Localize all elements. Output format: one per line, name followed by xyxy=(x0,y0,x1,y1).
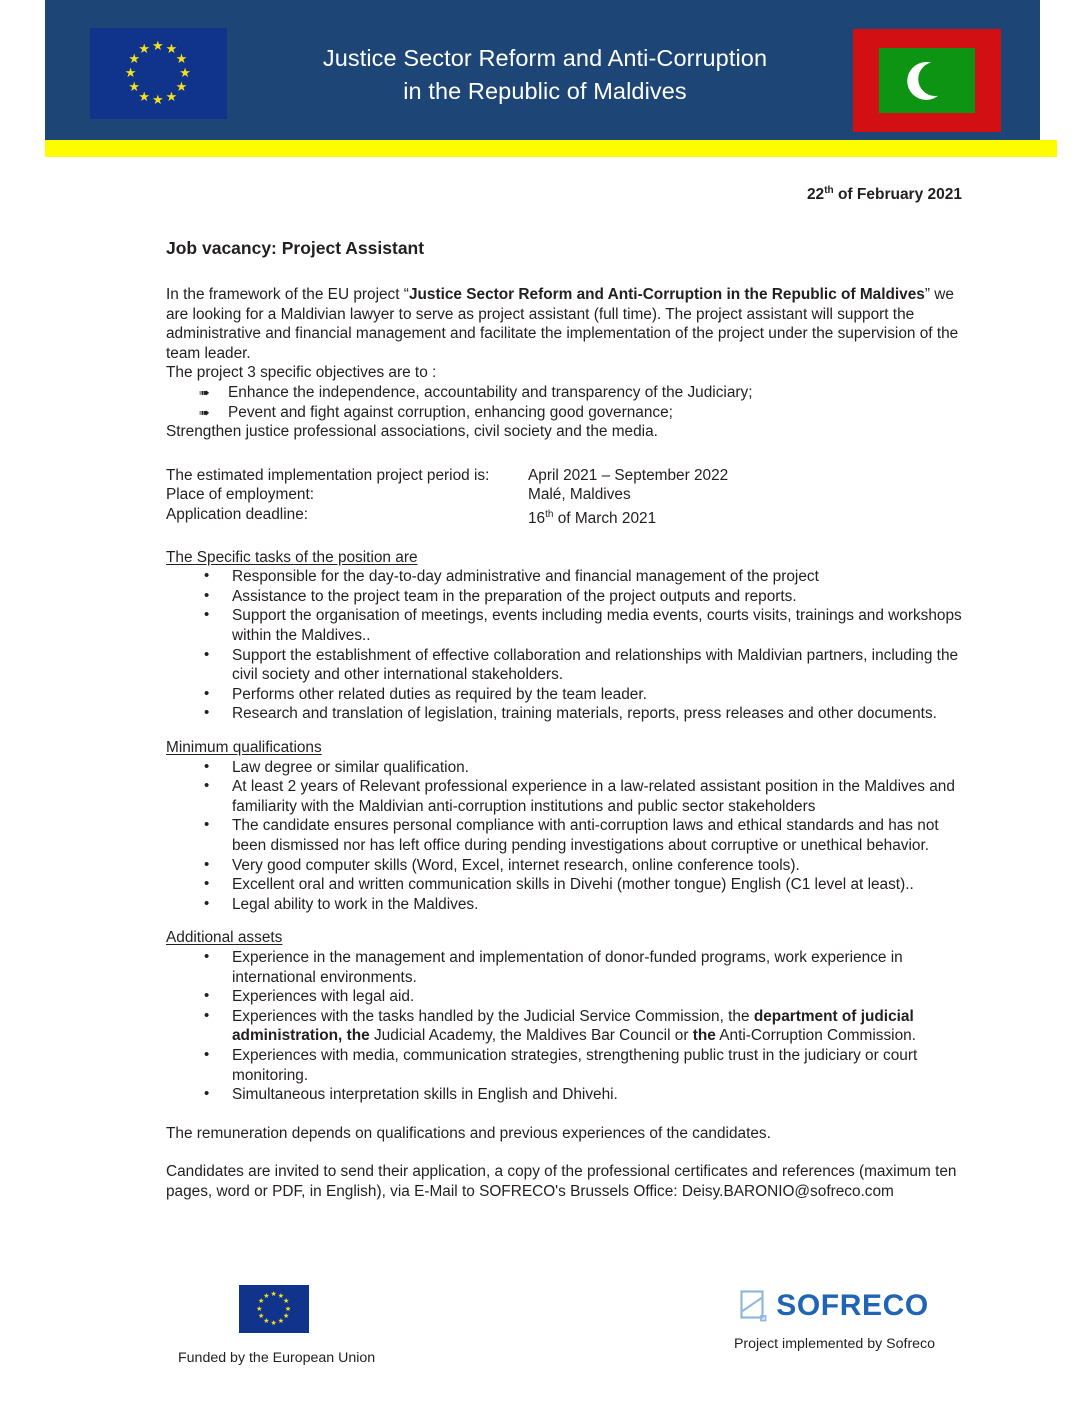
additional-assets-list xyxy=(166,948,962,1105)
eu-star-icon: ★ xyxy=(258,1311,265,1320)
asset-text: Simultaneous interpretation skills in English and Dhivehi. xyxy=(232,1086,618,1104)
list-item xyxy=(166,685,962,705)
asset-seg-3: Judicial Academy, the Maldives Bar Council or xyxy=(369,1027,693,1045)
intro-part-1: In the framework of the EU project “ xyxy=(166,286,409,303)
dot-bullet-icon: • xyxy=(204,606,210,624)
additional-assets-heading: Additional assets xyxy=(166,929,283,947)
maldives-flag-field xyxy=(879,48,975,113)
dot-bullet-icon: • xyxy=(204,947,210,965)
detail-value: April 2021 – September 2022 xyxy=(528,466,729,484)
eu-star-icon: ★ xyxy=(263,1292,270,1301)
deadline-day: 16 xyxy=(528,510,546,528)
eu-star-icon: ★ xyxy=(282,1311,290,1320)
asset-text: Experiences with media, communication strategies, strengthening public trust in the judiciary or court monitoring. xyxy=(232,1046,918,1084)
eu-star-icon: ★ xyxy=(124,66,137,81)
objectives-trailing: Strengthen justice professional associations, civil society and the media. xyxy=(166,423,658,441)
detail-label: Application deadline: xyxy=(166,505,309,523)
qualification-text: Law degree or similar qualification. xyxy=(232,758,469,776)
sofreco-logo xyxy=(712,1290,957,1322)
dot-bullet-icon: • xyxy=(204,645,210,663)
european-union-flag xyxy=(239,1285,309,1333)
task-text: Assistance to the project team in the preparation of the project outputs and reports. xyxy=(232,587,797,605)
list-item xyxy=(166,567,962,587)
task-text: Research and translation of legislation, training materials, reports, press releases and other documents. xyxy=(232,705,937,723)
task-text: Support the establishment of effective collaboration and relationships with Maldivian partners, including the civil society and other international stakeholders. xyxy=(232,646,959,684)
eu-star-icon: ★ xyxy=(263,1316,270,1325)
eu-star-icon: ★ xyxy=(165,42,178,58)
banner-yellow-stripe xyxy=(45,140,1057,157)
dot-bullet-icon: • xyxy=(204,1006,210,1024)
tasks-list xyxy=(166,567,962,724)
eu-star-icon: ★ xyxy=(128,52,140,68)
objective-text: Pevent and fight against corruption, enhancing good governance; xyxy=(228,403,673,421)
minimum-qualifications-heading: Minimum qualifications xyxy=(166,739,322,756)
date-month-year: of February 2021 xyxy=(833,186,962,204)
header-banner xyxy=(45,0,1040,140)
task-text: Responsible for the day-to-day administrative and financial management of the project xyxy=(232,568,819,586)
european-union-flag xyxy=(90,28,227,119)
qualification-text: Very good computer skills (Word, Excel, internet research, online conference tools). xyxy=(232,856,800,874)
intro-part-2: ” we are looking for a Maldivian lawyer to serve as project assistant (full time). The project assistant will support the administrative and financial management and facilitate the implementation of the project under the supervision of the team leader. xyxy=(166,286,959,362)
asset-seg-2-bold: department of judicial administration, the xyxy=(232,1007,914,1045)
deadline-ordinal-suffix: th xyxy=(545,508,554,520)
list-item xyxy=(166,758,962,778)
footer-sofreco-caption: Project implemented by Sofreco xyxy=(733,1336,936,1352)
detail-label: Place of employment: xyxy=(166,486,314,504)
task-text: Support the organisation of meetings, events including media events, courts visits, trainings and workshops within the Maldives.. xyxy=(232,607,962,645)
dot-bullet-icon: • xyxy=(204,1085,210,1103)
detail-value: Malé, Maldives xyxy=(528,486,631,504)
list-item xyxy=(166,816,962,855)
list-item xyxy=(166,1046,962,1085)
eu-star-icon: ★ xyxy=(165,89,178,105)
dot-bullet-icon: • xyxy=(204,855,210,873)
dot-bullet-icon: • xyxy=(204,684,210,702)
detail-row-period xyxy=(166,466,962,486)
remuneration-paragraph: The remuneration depends on qualifications and previous experiences of the candidates. xyxy=(166,1124,771,1142)
list-item xyxy=(166,987,962,1007)
dot-bullet-icon: • xyxy=(204,1045,210,1063)
list-item xyxy=(166,704,962,724)
sofreco-mark-icon xyxy=(740,1290,767,1322)
arrow-bullet-icon: ➠ xyxy=(199,384,210,400)
list-item xyxy=(166,1085,962,1105)
footer-eu-caption: Funded by the European Union xyxy=(178,1350,376,1366)
qualification-text: At least 2 years of Relevant professional experience in a law-related assistant position in the Maldives and familiarity with the Maldivian anti-corruption institutions and public sector stakeholders xyxy=(232,778,955,815)
eu-star-icon: ★ xyxy=(277,1316,284,1325)
qualification-text: Excellent oral and written communication skills in Divehi (mother tongue) English (C1 level at least).. xyxy=(232,876,914,894)
eu-star-icon: ★ xyxy=(138,89,150,105)
asset-seg-5: Anti-Corruption Commission. xyxy=(715,1027,916,1045)
dot-bullet-icon: • xyxy=(204,875,210,893)
eu-star-icon: ★ xyxy=(138,42,150,58)
banner-title-line-2: in the Republic of Maldives xyxy=(403,78,687,104)
asset-text-rich xyxy=(232,1008,916,1045)
asset-seg-1: Experiences with the tasks handled by the Judicial Service Commission, the xyxy=(232,1007,754,1025)
crescent-icon xyxy=(907,62,945,100)
eu-star-icon: ★ xyxy=(152,93,164,109)
sofreco-square-diagonal-icon xyxy=(740,1290,767,1322)
eu-star-icon: ★ xyxy=(175,79,188,95)
list-item xyxy=(166,895,962,915)
date-ordinal-suffix: th xyxy=(824,185,834,196)
deadline-month-year: of March 2021 xyxy=(553,510,657,528)
arrow-bullet-icon: ➠ xyxy=(199,404,210,420)
tasks-heading: The Specific tasks of the position are xyxy=(166,548,418,566)
qualification-text: The candidate ensures personal compliance with anti-corruption laws and ethical standards and has not been dismissed nor has left office during pending investigations about corruptive or unethical behavior. xyxy=(232,817,939,854)
page-footer xyxy=(0,1285,1089,1395)
sofreco-wordmark: SOFRECO xyxy=(776,1289,929,1322)
detail-value xyxy=(528,505,962,529)
eu-star-icon: ★ xyxy=(277,1292,284,1301)
detail-row-place xyxy=(166,485,962,505)
eu-star-icon: ★ xyxy=(128,79,140,95)
asset-seg-4-bold: the xyxy=(692,1027,716,1045)
footer-eu-block xyxy=(178,1285,376,1366)
dot-bullet-icon: • xyxy=(204,586,210,604)
banner-title-line-1: Justice Sector Reform and Anti-Corruption xyxy=(322,45,768,71)
application-paragraph: Candidates are invited to send their application, a copy of the professional certificates and references (maximum ten pages, word or PDF, in English), via E-Mail to SOFRECO's Brussels Office: Deisy.BARONIO@sofreco.com xyxy=(166,1163,957,1200)
dot-bullet-icon: • xyxy=(204,816,210,834)
page-title: Job vacancy: Project Assistant xyxy=(166,238,425,258)
eu-star-icon: ★ xyxy=(152,38,164,54)
list-item xyxy=(166,403,962,423)
task-text: Performs other related duties as required by the team leader. xyxy=(232,685,647,703)
objectives-intro: The project 3 specific objectives are to : xyxy=(166,364,437,382)
banner-title xyxy=(255,42,835,108)
objective-text: Enhance the independence, accountability and transparency of the Judiciary; xyxy=(228,383,753,401)
list-item xyxy=(166,777,962,816)
document-date xyxy=(0,185,962,204)
eu-star-icon: ★ xyxy=(284,1304,292,1313)
dot-bullet-icon: • xyxy=(204,567,210,585)
eu-star-icon: ★ xyxy=(175,52,188,68)
detail-row-deadline xyxy=(166,505,962,529)
maldives-flag xyxy=(853,29,1001,132)
list-item xyxy=(166,856,962,876)
asset-text: Experience in the management and implementation of donor-funded programs, work experience in international environments. xyxy=(232,948,903,986)
eu-star-icon: ★ xyxy=(256,1304,263,1313)
list-item xyxy=(166,875,962,895)
list-item xyxy=(166,948,962,987)
eu-star-icon: ★ xyxy=(258,1297,265,1306)
list-item xyxy=(166,646,962,685)
dot-bullet-icon: • xyxy=(204,987,210,1005)
dot-bullet-icon: • xyxy=(204,757,210,775)
list-item xyxy=(166,606,962,645)
eu-star-icon: ★ xyxy=(270,1290,277,1299)
objectives-list xyxy=(166,383,962,422)
footer-sofreco-block xyxy=(712,1290,957,1352)
eu-star-icon: ★ xyxy=(270,1318,277,1327)
eu-star-icon: ★ xyxy=(179,66,191,81)
list-item xyxy=(166,383,962,403)
minimum-qualifications-list xyxy=(166,758,962,915)
asset-text: Experiences with legal aid. xyxy=(232,988,415,1006)
list-item xyxy=(166,587,962,607)
date-day: 22 xyxy=(806,186,825,204)
dot-bullet-icon: • xyxy=(204,777,210,795)
qualification-text: Legal ability to work in the Maldives. xyxy=(232,895,479,913)
dot-bullet-icon: • xyxy=(204,704,210,722)
eu-star-icon: ★ xyxy=(282,1297,290,1306)
intro-project-name: Justice Sector Reform and Anti-Corruption in the Republic of Maldives xyxy=(408,286,925,303)
detail-label: The estimated implementation project period is: xyxy=(166,466,490,484)
intro-paragraph xyxy=(166,285,962,363)
dot-bullet-icon: • xyxy=(204,894,210,912)
list-item xyxy=(166,1007,962,1046)
